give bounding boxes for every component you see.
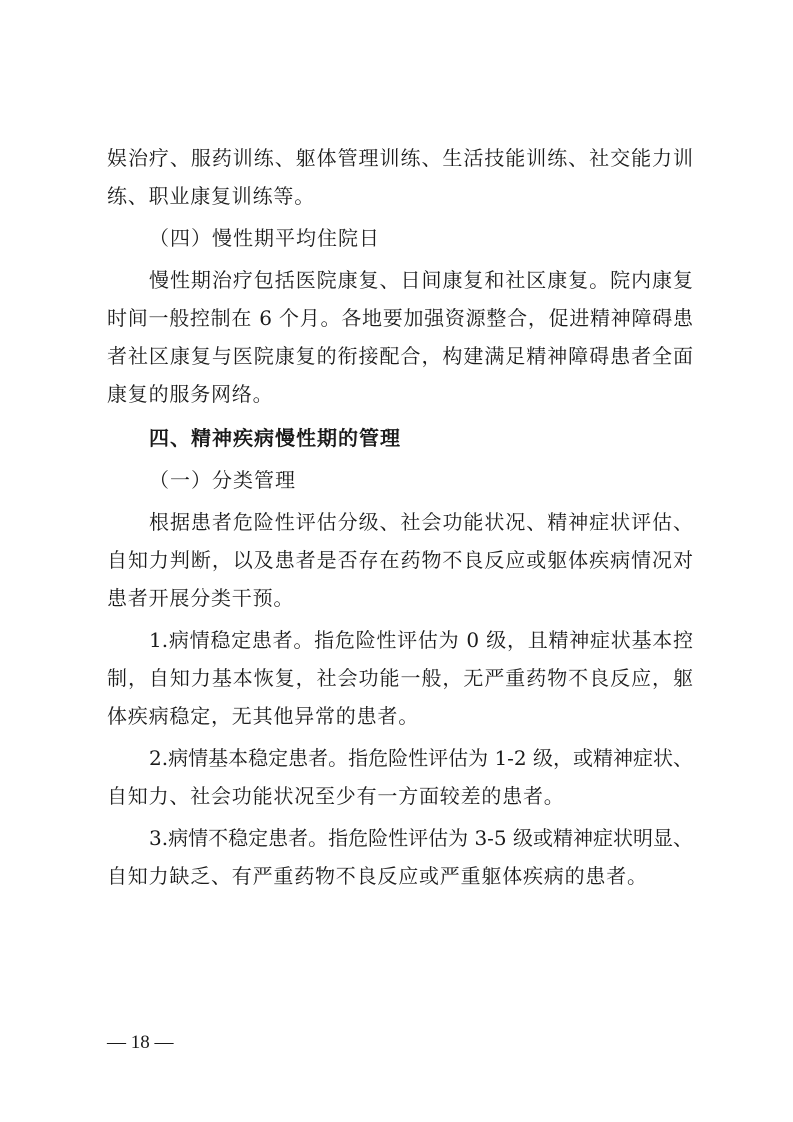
paragraph-basically-stable (107, 739, 693, 815)
subheading-text: （一）分类管理 (149, 468, 296, 492)
text-line: 慢性期治疗包括医院康复、日间康复和社区康复。院内康复 (149, 268, 693, 292)
text-line: 根据患者危险性评估分级、社会功能状况、精神症状评估、 (149, 510, 693, 534)
text-line: 娱治疗、服药训练、躯体管理训练、生活技能训练、社交能力训 (107, 146, 693, 170)
paragraph-intervention (107, 503, 693, 617)
text-line: 自知力判断，以及患者是否存在药物不良反应或躯体疾病情况对 (107, 548, 693, 572)
section-heading (107, 419, 693, 457)
text-line: 2.病情基本稳定患者。指危险性评估为 1-2 级，或精神症状、 (149, 746, 694, 770)
text-line: 1.病情稳定患者。指危险性评估为 0 级，且精神症状基本控 (149, 628, 693, 652)
text-line: 自知力、社会功能状况至少有一方面较差的患者。 (107, 784, 565, 808)
section-heading-text: 四、精神疾病慢性期的管理 (149, 426, 401, 450)
subheading-text: （四）慢性期平均住院日 (149, 226, 380, 250)
paragraph-stable (107, 621, 693, 735)
text-line: 3.病情不稳定患者。指危险性评估为 3-5 级或精神症状明显、 (149, 826, 694, 850)
document-body (107, 139, 693, 899)
subheading-classification (107, 461, 693, 499)
text-line: 制，自知力基本恢复，社会功能一般，无严重药物不良反应，躯 (107, 666, 693, 690)
paragraph-continuation (107, 139, 693, 215)
page-number: — 18 — (107, 1032, 174, 1053)
text-line: 者社区康复与医院康复的衔接配合，构建满足精神障碍患者全面 (107, 344, 693, 368)
text-line: 练、职业康复训练等。 (107, 184, 315, 208)
text-line: 康复的服务网络。 (107, 382, 274, 406)
text-line: 患者开展分类干预。 (107, 586, 295, 610)
text-line: 时间一般控制在 6 个月。各地要加强资源整合，促进精神障碍患 (107, 306, 693, 330)
subheading-chronic-stay (107, 219, 693, 257)
text-line: 体疾病稳定，无其他异常的患者。 (107, 704, 419, 728)
text-line: 自知力缺乏、有严重药物不良反应或严重躯体疾病的患者。 (107, 864, 648, 888)
paragraph-chronic-treatment (107, 261, 693, 413)
paragraph-unstable (107, 819, 693, 895)
